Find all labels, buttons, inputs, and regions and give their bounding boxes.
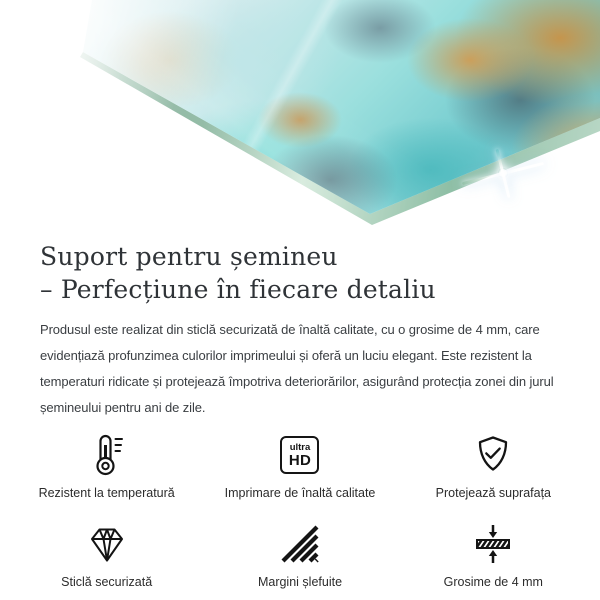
- feature-label: Imprimare de înaltă calitate: [224, 486, 376, 500]
- ultra-hd-icon: ultra HD: [280, 431, 319, 479]
- polished-edges-icon: [278, 520, 322, 568]
- feature-temperature-resistant: [10, 431, 203, 500]
- feature-tempered-glass: [10, 520, 203, 589]
- feature-label: Margini șlefuite: [257, 575, 343, 589]
- feature-label: Grosime de 4 mm: [443, 575, 543, 589]
- feature-label: Sticlă securizată: [61, 575, 153, 589]
- feature-ultra-hd-print: [203, 431, 396, 500]
- page-title: [40, 240, 560, 306]
- shield-check-icon: [471, 431, 515, 479]
- thermometer-icon: [85, 431, 129, 479]
- product-image: [0, 0, 600, 235]
- title-line-1: Suport pentru șemineu: [40, 242, 338, 271]
- thickness-4mm-icon: [471, 520, 515, 568]
- title-line-2: – Perfecțiune în fiecare detaliu: [40, 275, 436, 304]
- content-area: [0, 240, 600, 421]
- feature-label: Protejează suprafața: [435, 486, 551, 500]
- product-description: Produsul este realizat din sticlă securizată de înaltă calitate, cu o grosime de 4 mm, care evidențiază profunzimea culorilor imprimeului și oferă un luciu elegant. Este rezistent la temperaturi ridicate și protejează împotriva deteriorărilor, asigurând protecția zonei din jurul șemineului pentru ani de zile.: [40, 322, 554, 415]
- feature-protects-surface: [397, 431, 590, 500]
- feature-thickness-4mm: [397, 520, 590, 589]
- diamond-icon: [85, 520, 129, 568]
- feature-label: Rezistent la temperatură: [38, 486, 175, 500]
- glass-panel-artwork: [0, 0, 600, 235]
- feature-polished-edges: [203, 520, 396, 589]
- features-grid: [0, 431, 600, 589]
